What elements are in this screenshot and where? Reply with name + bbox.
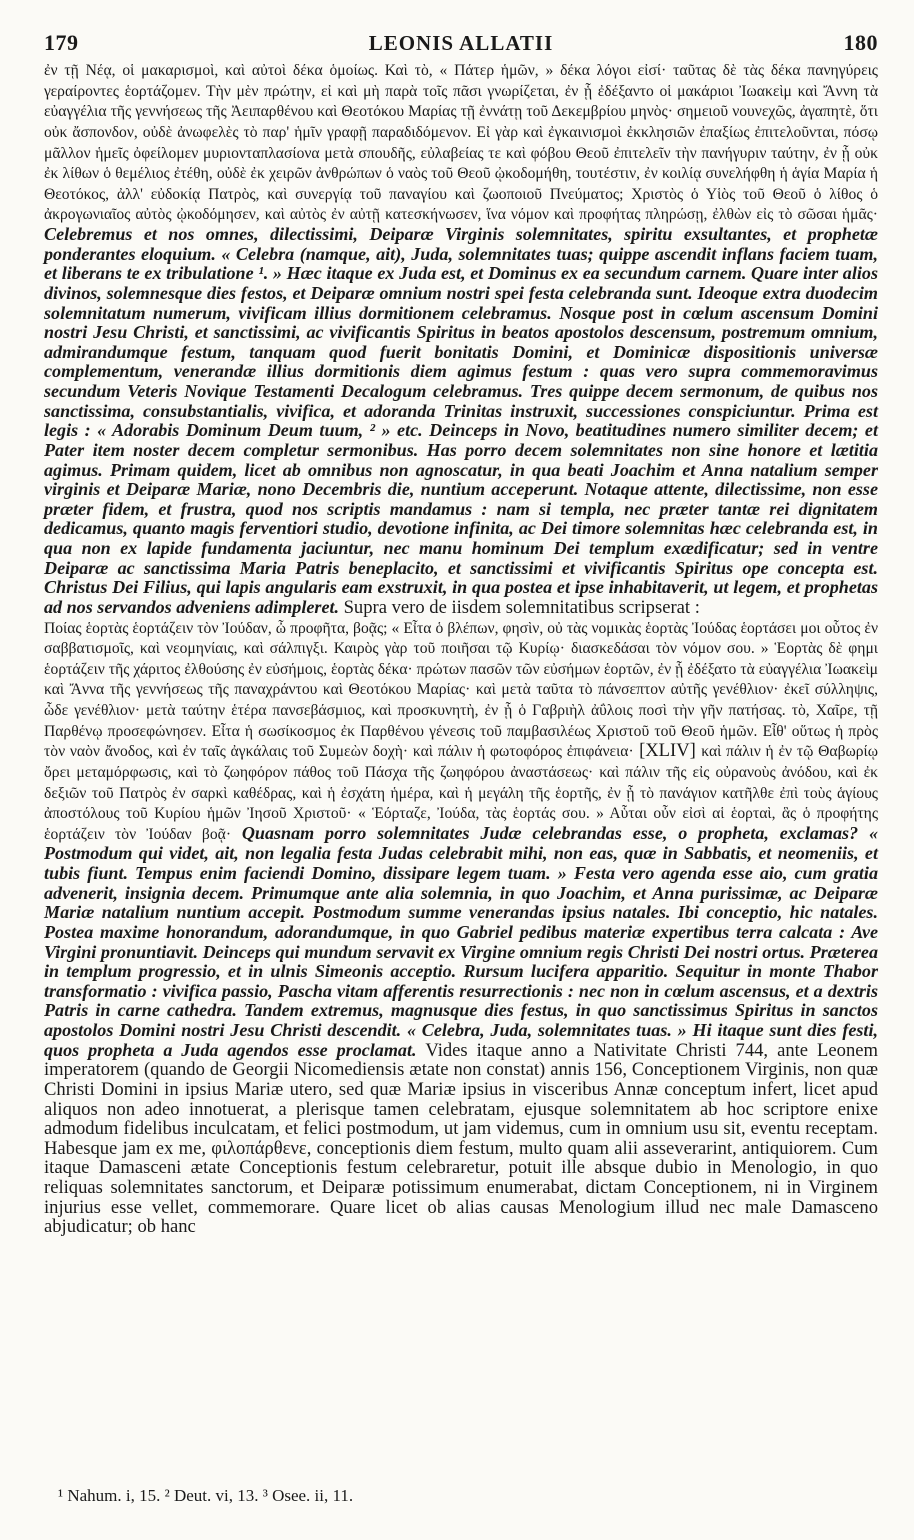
running-title: LEONIS ALLATII	[368, 31, 554, 55]
commentary-text: Supra vero de iisdem solemnitatibus scripserat :	[343, 596, 700, 618]
paragraph	[44, 60, 878, 618]
latin-translation: Quasnam porro solemnitates Judæ celebrandas esse, o propheta, exclamas? « Postmodum qui videt, ait, non legalia festa Judas celebrabit mihi, non eas, quæ in Sabbatis, et neomeniis, et tubis fiunt. Tempus enim faciendi Domino, dissipare legem tuam. » Festa vero agenda esse aio, cum gratia advenerit, insignia decem. Primumque ante alia solemnia, in quo Joachim, et Anna purissimæ, ac Deiparæ Mariæ natalium nuntium accepit. Postmodum summe venerandas ipsius natales. Ibi conceptio, hic natales. Postea maxime honorandum, adorandumque, in quo Gabriel pedibus materiæ expertibus terra calcata : Ave Virgini pronuntiavit. Deinceps qui mundum servavit ex Virgine omnium regis Christi Dei nostri ortus. Præterea in templum progressio, et in ulnis Simeonis acceptio. Rursum lucifera apparitio. Sequitur in monte Thabor transformatio : vivifica passio, Pascha vitam afferentis resurrectionis : nec non in cœlum ascensus, et a dextris Patris in carne cathedra. Tandem extremus, magnusque dies festus, in quo sanctissimus Spiritus in sanctos apostolos Domini nostri Jesu Christi descendit. « Celebra, Juda, solemnitates tuas. » Hi itaque sunt dies festi, quos propheta a Juda agendos esse proclamat.	[44, 822, 878, 1060]
greek-text: Ποίας ἑορτὰς ἑορτάζειν τὸν Ἰούδαν, ὦ προφῆτα, βοᾷς; « Εἶτα ὁ βλέπων, φησὶν, οὐ τὰς νομικὰς ἑορτὰς Ἰούδας ἑορτάσει μοι οὗτος ἐν σαββατισμοῖς, καὶ νεομηνίαις, καὶ σάλπιγξι. Καιρὸς γὰρ τοῦ ποιῆσαι τῷ Κυρίῳ· διασκεδάσαι τὸν νόμον σου. » Ἑορτὰς δὲ φημι ἑορτάζειν τῆς χάριτος ἐλθούσης ἐν εὐσήμοις, ἑορτὰς δέκα· πρώτων πασῶν τῶν εὐσήμων ἑορτῶν, ἐν ᾗ ἐδέξατο τὰ εὐαγγέλια Ἰωακεὶμ καὶ Ἄννα τῆς γεννήσεως τῆς παναχράντου καὶ Θεοτόκου Μαρίας· καὶ μετὰ ταῦτα τὸ πάνσεπτον αὐτῆς γενέθλιον· ἐκεῖ σύλληψις, ὧδε γενέθλιον· μετὰ ταύτην ἑτέρα πανσεβάσμιος, καὶ προσκυνητὴ, ἐν ᾗ ὁ Γαβριὴλ ἀΰλοις ποσὶ τὴν γῆν πατήσας. τὸ, Χαῖρε, τῇ Παρθένῳ προσεφώνησεν. Εἶτα ἡ σωσίκοσμος ἐκ Παρθένου γένεσις τοῦ παμβασιλέως Χριστοῦ τοῦ Θεοῦ ἡμῶν. Εἶθ' οὕτως ἡ πρὸς τὸν ναὸν ἄνοδος, καὶ ἐν ταῖς ἀγκάλαις τοῦ Συμεὼν δοχὴ· καὶ πάλιν ἡ φωτοφόρος ἐπιφάνεια·	[44, 619, 878, 761]
running-header	[44, 30, 878, 60]
commentary-text: Vides itaque anno a Nativitate Christi 744, ante Leonem imperatorem (quando de Georgii Nicomediensis ætate non constat) annis 156, Conceptionem Virginis, non quæ Christi Domini in ipsius Mariæ utero, sed quæ Mariæ ipsius in visceribus Annæ conceptum infert, licet apud aliquos non adeo innotuerat, a plerisque tamen celebratam, ejusque solemnitatem ab hoc scriptore enixe admodum fidelibus inculcatam, et felici postmodum, ut jam videmus, cum in omnium usu sit, eventu receptam. Habesque jam ex me, φιλοπάρθενε, conceptionis diem festum, multo quam alii asseverarint, antiquiorem. Cum itaque Damasceni ætate Conceptionis festum celebraretur, potuit ille absque dubio in Menologio, in quo reliquas solemnitates sanctorum, et Deiparæ potissimum enumerabat, dictam Conceptionem, ni in Virginem injurius esse vellet, commemorare. Quare licet ob alias causas Menologium illud nec male Damasceno abjudicatur; ob hanc	[44, 1039, 878, 1238]
latin-translation: Celebremus et nos omnes, dilectissimi, Deiparæ Virginis solemnitates, spiritu exsultantes, et prophetæ ponderantes eloquium. « Celebra (namque, ait), Juda, solemnitates tuas; quippe ascendit inflans faciem tuam, et liberans te ex tribulatione ¹. » Hæc itaque ex Juda est, et Dominus ex ea secundum carnem. Quare inter alios divinos, solemnesque dies festos, et Deiparæ omnium nostri spei festa celebranda sunt. Ideoque extra duodecim solemnitatum numerum, vivificam illius dormitionem celebramus. Nosque post in cœlum ascensum Domini nostri Jesu Christi, et sanctissimi, ac vivificantis Spiritus in beatos apostolos descensum, postremum omnium, admirandumque festum, tanquam quod fuerit bonitatis Domini, et Dominicæ dispositionis universæ complementum, venerandæ illius dormitionis diem agimus festum : quas vero supra commemoravimus secundum Veteris Novique Testamenti Decalogum celebramus. Tres quippe decem sermonum, de quibus nos sanctissima, consubstantialis, vivifica, et adoranda Trinitas instruxit, successiones conspiciuntur. Prima est legis : « Adorabis Dominum Deum tuum, ² » etc. Deinceps in Novo, beatitudines numero similiter decem; et Pater item noster decem completur sermonibus. Has porro decem solemnitates non sine honore et lætitia agimus. Primam quidem, licet ab omnibus non agnoscatur, in qua beati Joachim et Anna natalium semper virginis et Deiparæ Mariæ, nono Decembris die, nuntium acceperunt. Notaque attente, dilectissime, non esse præter fidem, et frustra, quod nos scriptis mandamus : nam si templa, nec præter tantæ rei dignitatem dedicamus, quanto magis ferventiori studio, devotione infinita, ac Dei timore solemnitas hæc celebranda est, in qua non ex lapide fundamenta jaciuntur, nec manu hominum Dei templum exædificatur; sed in ventre Deiparæ ac sanctissima Maria Patris beneplacito, et sanctissimi et vivificantis Spiritus ope concepta est. Christus Dei Filius, qui lapis angularis eam exstruxit, in qua postea et ipse inhabitaverit, ut legem, et prophetas ad nos servandos adveniens adimpleret.	[44, 224, 878, 617]
greek-text: καὶ πάλιν ἡ ἐν τῷ Θαβωρίῳ ὄρει μεταμόρφωσις, καὶ τὸ ζωηφόρον πάθος τοῦ Πάσχα τῆς ζωηφόρου ἀναστάσεως· καὶ πάλιν τῆς εἰς οὐρανοὺς ἀνόδου, καὶ ἐκ δεξιῶν τοῦ Πατρὸς ἐν σαρκὶ καθέδρας, καὶ ἡ ἐσχάτη ἡμέρα, καὶ ἡ μεγάλη τῆς ἑορτῆς, ἐν ᾗ τὸ πανάγιον κατῆλθε ἐπὶ τοὺς ἁγίους ἀποστόλους τοῦ Κυρίου ἡμῶν Ἰησοῦ Χριστοῦ· « Ἑόρταζε, Ἰούδα, τὰς ἑορτάς σου. » Αὗται οὖν εἰσὶ αἱ ἑορταὶ, ἃς ὁ προφήτης ἑορτάζειν τὸν Ἰούδαν βοᾷ·	[44, 743, 879, 843]
greek-text: ἐν τῇ Νέᾳ, οἱ μακαρισμοὶ, καὶ αὐτοὶ δέκα ὁμοίως. Καὶ τὸ, « Πάτερ ἡμῶν, » δέκα λόγοι εἰσί· ταῦτας δὲ τὰς δέκα πανηγύρεις γεραίροντες ἑορτάζομεν. Τὴν μὲν πρώτην, εἰ καὶ μὴ παρὰ τοῖς πᾶσι γνωρίζεται, ἐν ᾗ ἐδέξαντο οἱ μακάριοι Ἰωακεὶμ καὶ Ἄννη τὰ εὐαγγέλια τῆς γεννήσεως τῆς Ἀειπαρθένου καὶ Θεοτόκου Μαρίας τῇ ἐννάτῃ τοῦ Δεκεμβρίου μηνὸς· σημειοῦ νουνεχῶς, ἀγαπητὲ, ὅτι οὐκ ἄσπονδον, οὐδὲ ἀνωφελὲς τὸ παρ' ἡμῖν γραφῇ παραδιδόμενον. Εἰ γὰρ καὶ ἐγκαινισμοὶ ἐκκλησιῶν ἐπαξίως ἐπιτελοῦνται, πόσῳ μᾶλλον ἡμεῖς ὀφείλομεν μυριονταπλασίονα μετὰ σπουδῆς, εὐλαβείας τε καὶ φόβου Θεοῦ ἐπιτελεῖν τὴν πανήγυριν ταύτην, ἐν ᾗ οὐκ ἐκ λίθων ὁ θεμέλιος ἐτέθη, οὐδὲ ἐκ χειρῶν ἀνθρώπων ὁ ναὸς τοῦ Θεοῦ ᾠκοδομήθη, τουτέστιν, ἐν κοιλίᾳ συνελήφθη ἡ ἁγία Μαρία ἡ Θεοτόκος, ἀλλ' εὐδοκίᾳ Πατρὸς, καὶ συνεργίᾳ τοῦ παναγίου καὶ ζωοποιοῦ Πνεύματος; Χριστὸς ὁ Υἱὸς τοῦ Θεοῦ ὁ λίθος ὁ ἀκρογωνιαῖος αὐτὸς ᾠκοδόμησεν, καὶ αὐτὸς ἐν αὐτῇ κατεσκήνωσεν, ἵνα νόμον καὶ προφήτας πληρώσῃ, ἐλθὼν εἰς τὸ σῶσαι ἡμᾶς·	[44, 62, 878, 224]
footnotes: ¹ Nahum. i, 15. ² Deut. vi, 13. ³ Osee. ii, 11.	[58, 1486, 354, 1505]
page-number-left: 179	[44, 30, 79, 55]
body-text	[44, 60, 878, 1237]
page-number-right: 180	[843, 30, 878, 55]
paragraph	[44, 618, 878, 1237]
column-marker: [XLIV]	[639, 740, 696, 762]
